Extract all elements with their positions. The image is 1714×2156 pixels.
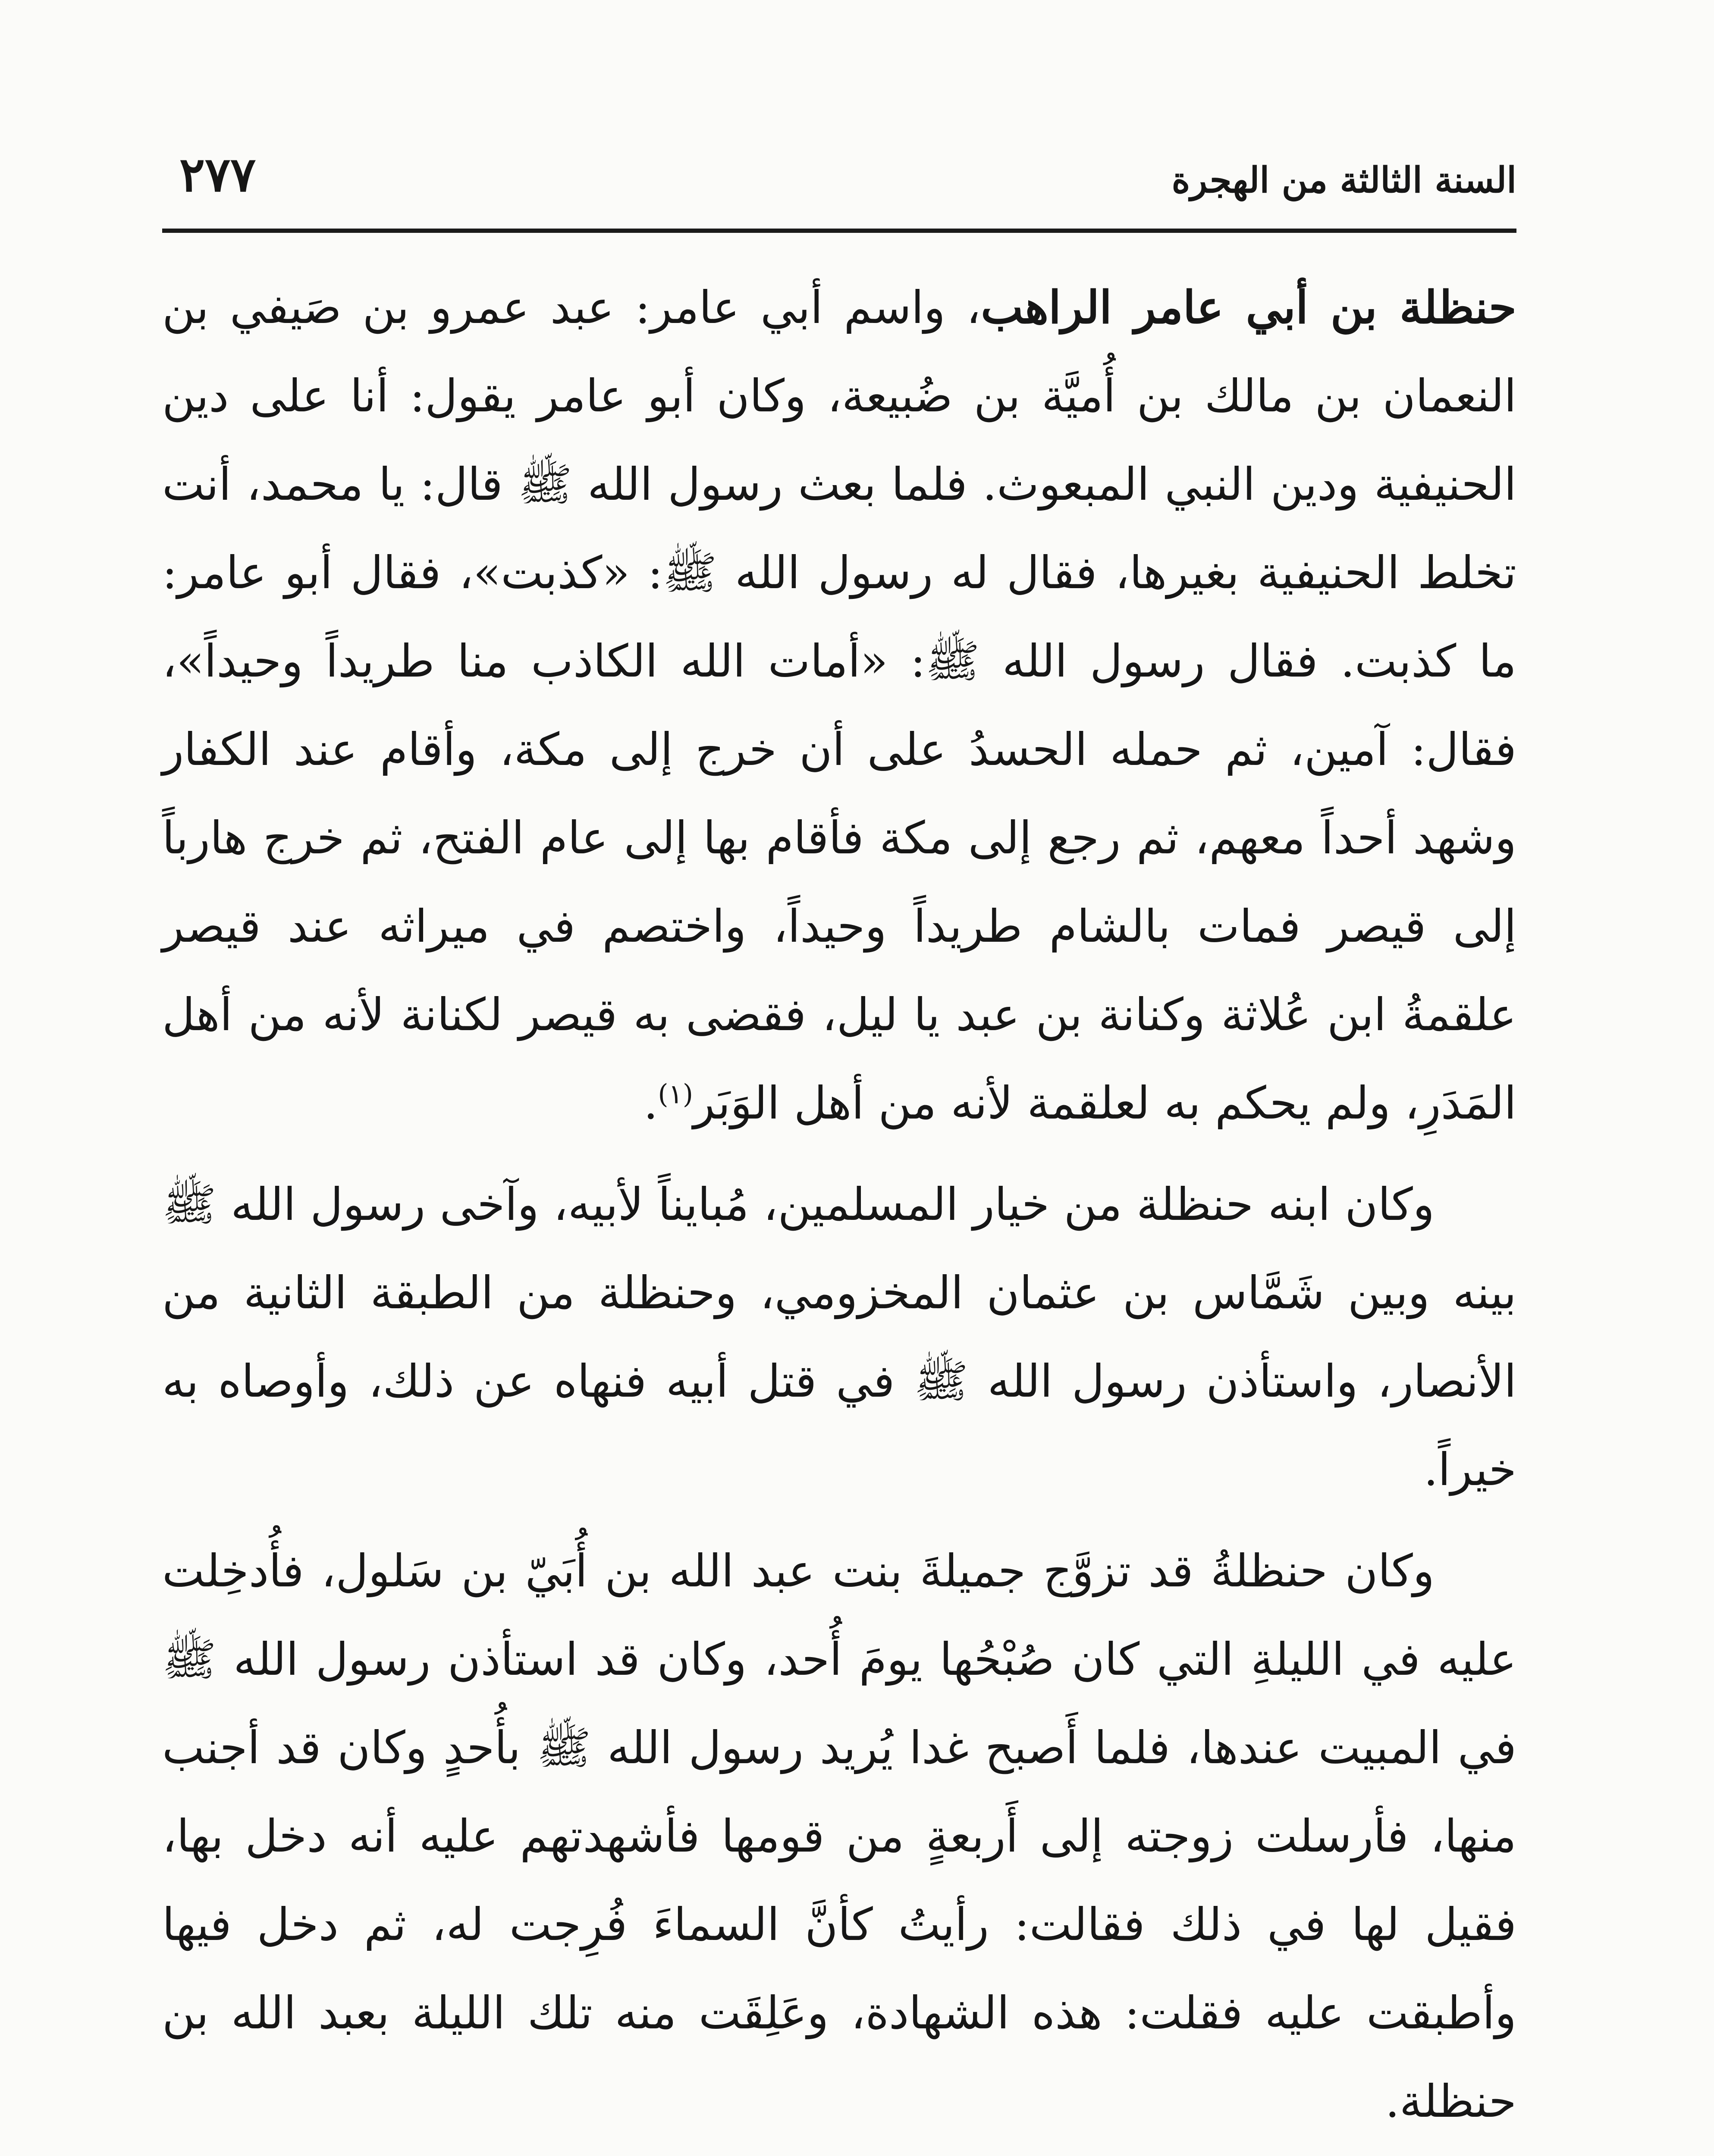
- footnote-ref-1[interactable]: (١): [658, 1078, 694, 1110]
- page-header: [162, 129, 1516, 233]
- paragraph-son: وكان ابنه حنظلة من خيار المسلمين، مُبايناً لأبيه، وآخى رسول الله ﷺ بينه وبين شَمَّاس بن عثمان المخزومي، وحنظلة من الطبقة الثانية من الأنصار، واستأذن رسول الله ﷺ في قتل أبيه فنهاه عن ذلك، وأوصاه به خيراً.: [162, 1178, 1516, 1496]
- paragraph-hanzala-father: [162, 263, 1516, 1147]
- main-text: [162, 263, 1516, 2156]
- book-page: [162, 129, 1516, 2156]
- paragraph-marriage: وكان حنظلةُ قد تزوَّج جميلةَ بنت عبد الله بن أُبَيّ بن سَلول، فأُدخِلت عليه في الليلةِ التي كان صُبْحُها يومَ أُحد، وكان قد استأذن رسول الله ﷺ في المبيت عندها، فلما أَصبح غدا يُريد رسول الله ﷺ بأُحدٍ وكان قد أجنب منها، فأرسلت زوجته إلى أَربعةٍ من قومها فأشهدتهم عليه أنه دخل بها، فقيل لها في ذلك فقالت: رأيتُ كأنَّ السماءَ فُرِجت له، ثم دخل فيها وأطبقت عليه فقلت: هذه الشهادة، وعَلِقَت منه تلك الليلة بعبد الله بن حنظلة.: [162, 1545, 1517, 2128]
- paragraph-text: ، واسم أبي عامر: عبد عمرو بن صَيفي بن النعمان بن مالك بن أُميَّة بن ضُبيعة، وكان أبو عامر يقول: أنا على دين الحنيفية ودين النبي المبعوث. فلما بعث رسول الله ﷺ قال: يا محمد، أنت تخلط الحنيفية بغيرها، فقال له رسول الله ﷺ: «كذبت»، فقال أبو عامر: ما كذبت. فقال رسول الله ﷺ: «أمات الله الكاذب منا طريداً وحيداً»، فقال: آمين، ثم حمله الحسدُ على أن خرج إلى مكة، وأقام عند الكفار وشهد أحداً معهم، ثم رجع إلى مكة فأقام بها إلى عام الفتح، ثم خرج هارباً إلى قيصر فمات بالشام طريداً وحيداً، واختصم في ميراثه عند قيصر علقمةُ ابن عُلاثة وكنانة بن عبد يا ليل، فقضى به قيصر لكنانة لأنه من أهل المَدَرِ، ولم يحكم به لعلقمة لأنه من أهل الوَبَر: [162, 281, 1517, 1129]
- page-number: ٢٧٧: [179, 147, 256, 202]
- paragraph-tail: .: [644, 1077, 658, 1129]
- running-title: السنة الثالثة من الهجرة: [1171, 160, 1516, 201]
- entry-heading: حنظلة بن أبي عامر الراهب: [981, 281, 1516, 334]
